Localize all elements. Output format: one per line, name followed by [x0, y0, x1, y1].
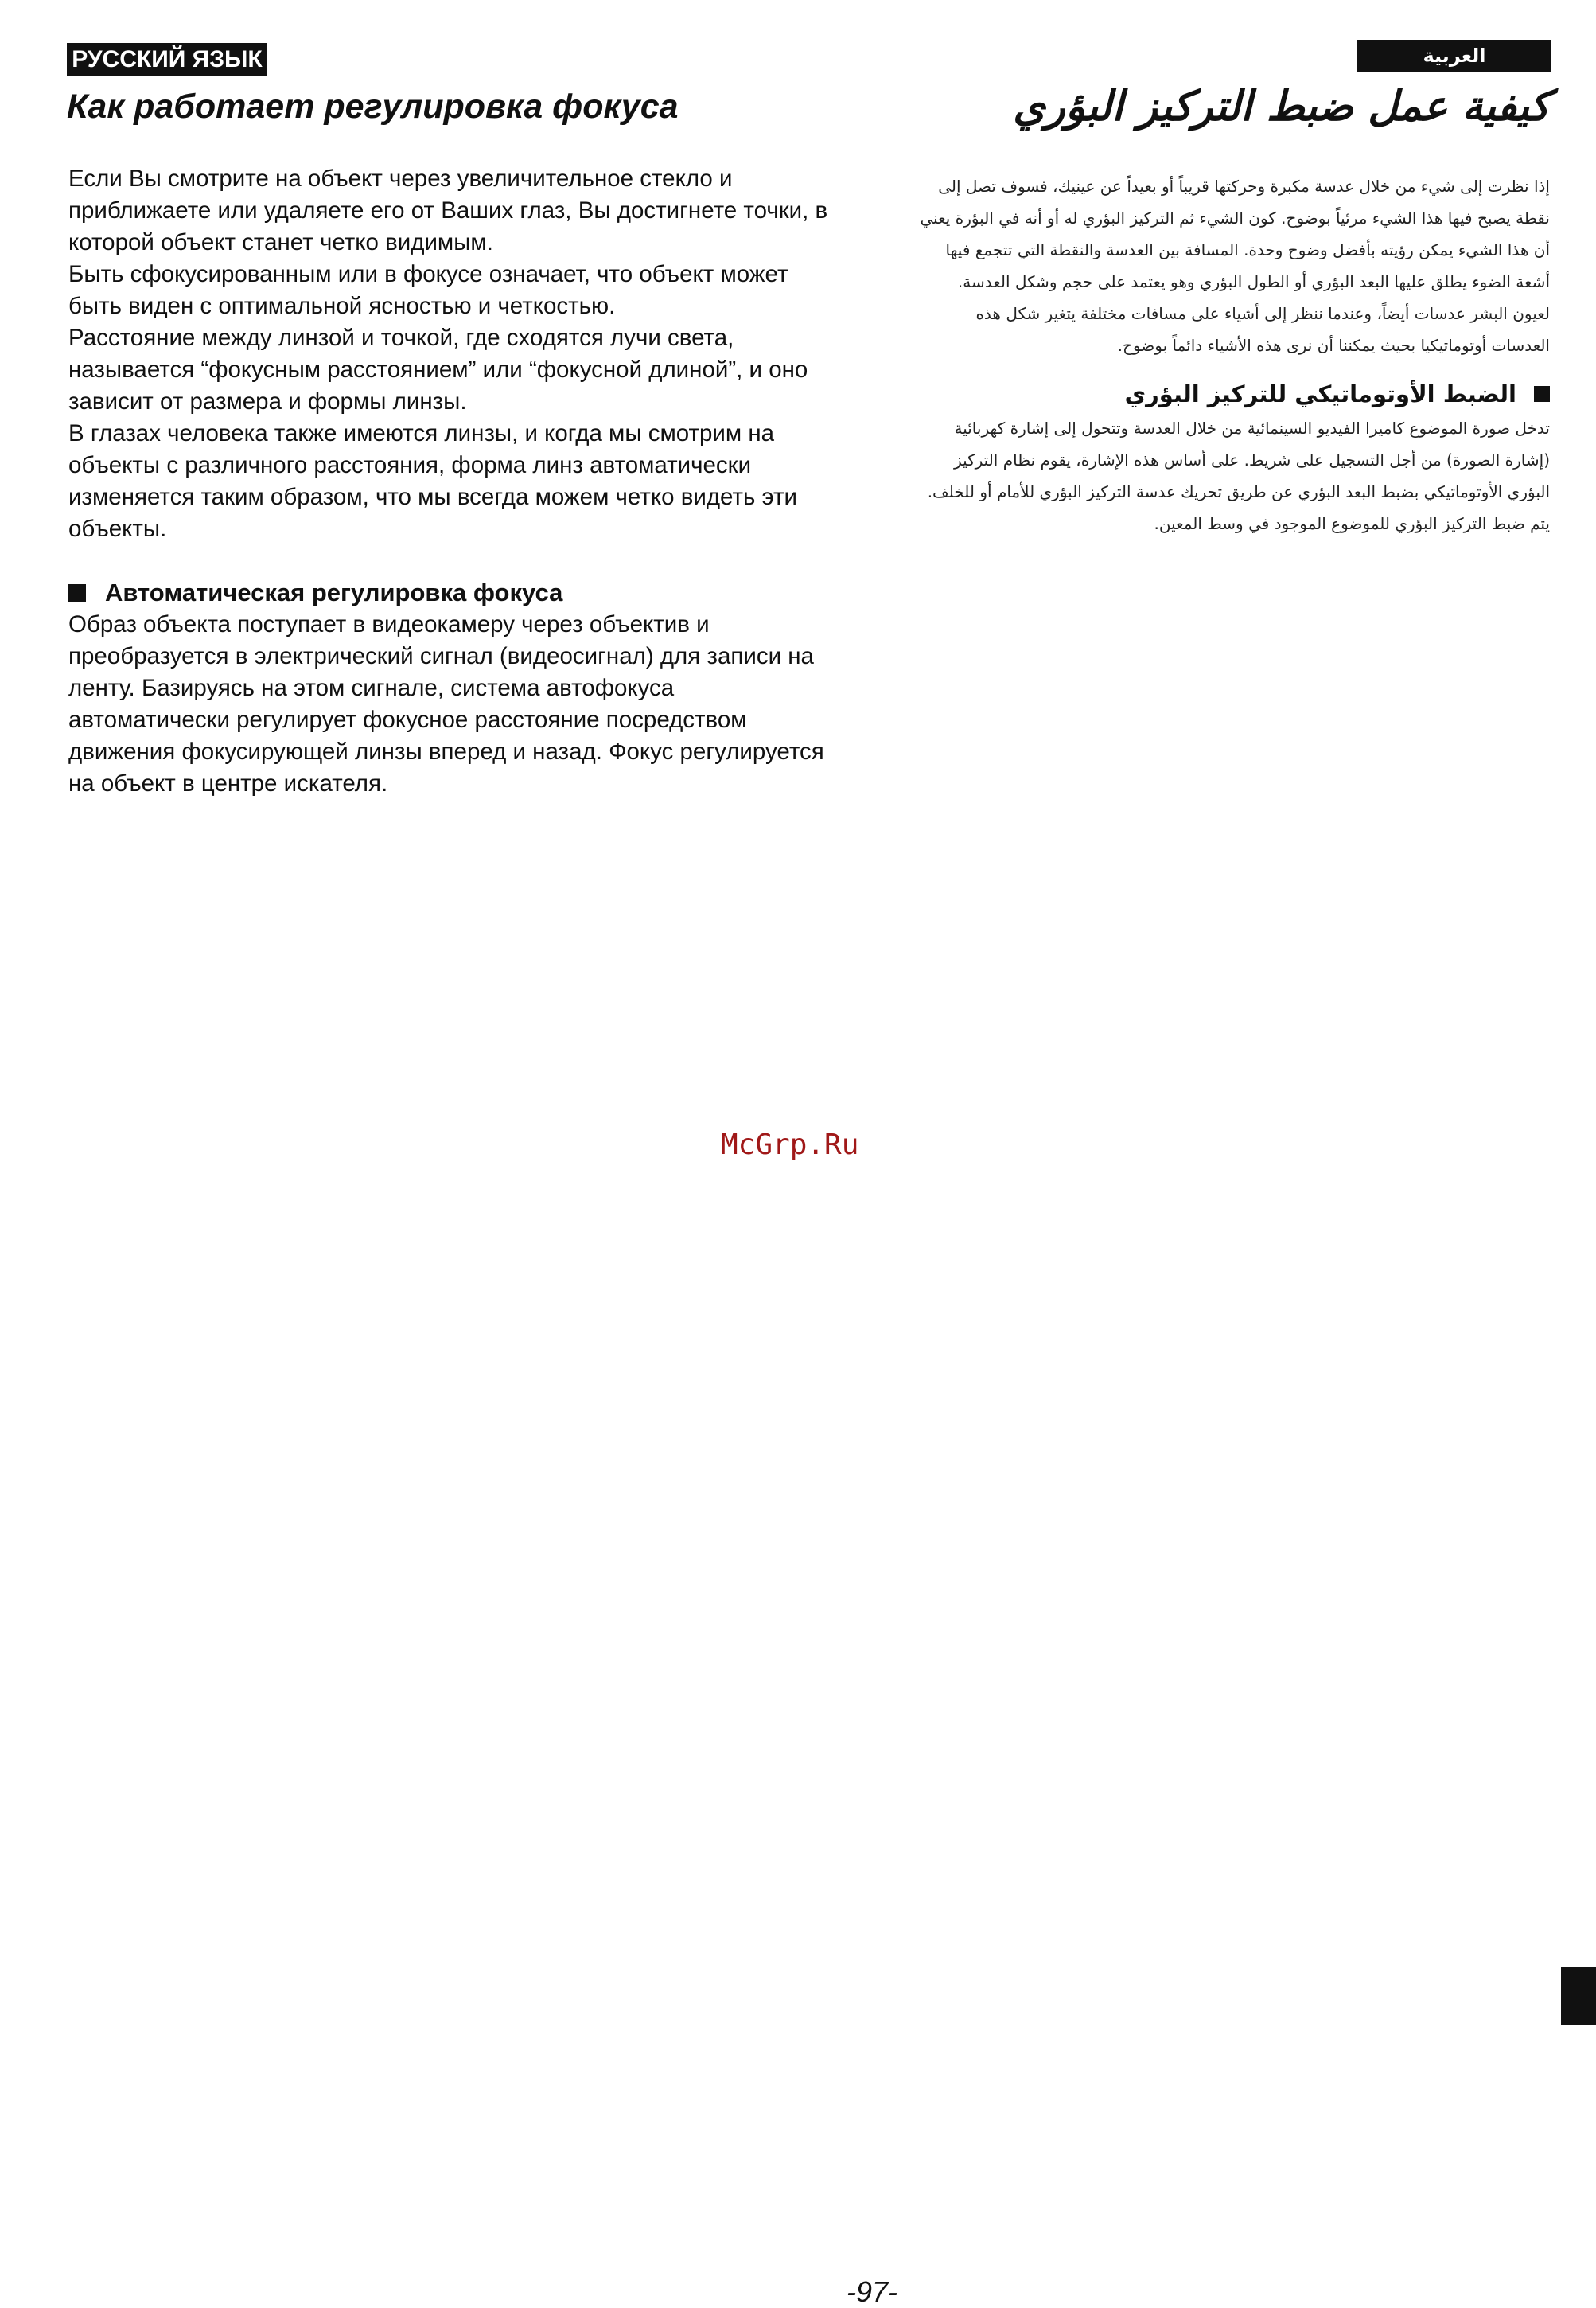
page-title-russian: Как работает регулировка фокуса [67, 88, 679, 126]
section-heading-russian [68, 577, 832, 609]
paragraph: إذا نظرت إلى شيء من خلال عدسة مكبرة وحركتها قريباً أو بعيداً عن عينيك، فسوف تصل إلى نقطة يصبح فيها هذا الشيء مرئياً بوضوح. كون الشيء ثم التركيز البؤري له أو أنه في البؤرة يعني أن هذا الشيء يمكن رؤيته بأفضل وضوح وحدة. المسافة بين العدسة والنقطة التي تتجمع فيها أشعة الضوء يطلق عليها البعد البؤري أو الطول البؤري وهو يعتمد على حجم وشكل العدسة. [920, 177, 1550, 291]
section-heading-arabic [913, 376, 1550, 412]
section-body: تدخل صورة الموضوع كاميرا الفيديو السينمائية من خلال العدسة وتتحول إلى إشارة كهربائية (إشارة الصورة) من أجل التسجيل على شريط. على أساس هذه الإشارة، يقوم نظام التركيز البؤري الأوتوماتيكي بضبط البعد البؤري عن طريق تحريك عدسة التركيز البؤري للأمام أو للخلف. [927, 419, 1550, 501]
square-bullet-icon [1534, 386, 1550, 402]
square-bullet-icon [68, 584, 86, 602]
page-number: -97- [847, 2275, 898, 2308]
paragraph: Быть сфокусированным или в фокусе означает, что объект может быть виден с оптимальной ясностью и четкостью. [68, 261, 788, 319]
paragraph: Если Вы смотрите на объект через увеличительное стекло и приближаете или удаляете его от Ваших глаз, Вы достигнете точки, в которой объект станет четко видимым. [68, 166, 828, 255]
paragraph: В глазах человека также имеются линзы, и когда мы смотрим на объекты с различного расстояния, форма линз автоматически изменяется таким образом, что мы всегда можем четко видеть эти объекты. [68, 420, 797, 542]
language-tab-russian-label: РУССКИЙ ЯЗЫК [72, 46, 263, 72]
watermark: McGrp.Ru [721, 1129, 859, 1161]
page-title-arabic: كيفية عمل ضبط التركيز البؤري [1013, 83, 1550, 131]
russian-column [68, 163, 832, 800]
arabic-column [913, 170, 1550, 540]
language-tab-russian [67, 43, 267, 76]
language-tab-arabic [1357, 40, 1551, 72]
paragraph: لعيون البشر عدسات أيضاً، وعندما ننظر إلى أشياء على مسافات مختلفة يتغير شكل هذه العدسات أوتوماتيكيا بحيث يمكننا أن نرى هذه الأشياء دائماً بوضوح. [975, 304, 1550, 355]
section-heading-text: الضبط الأوتوماتيكي للتركيز البؤري [1124, 380, 1516, 407]
section-body: يتم ضبط التركيز البؤري للموضوع الموجود في وسط المعين. [1154, 514, 1550, 533]
language-tab-arabic-label: العربية [1423, 45, 1486, 67]
section-body: Образ объекта поступает в видеокамеру через объектив и преобразуется в электрический сигнал (видеосигнал) для записи на ленту. Базируясь на этом сигнале, система автофокуса автоматически регулирует фокусное расстояние посредством движения фокусирующей линзы вперед и назад. Фокус регулируется на объект в центре искателя. [68, 611, 824, 797]
section-heading-text: Автоматическая регулировка фокуса [105, 579, 563, 606]
paragraph: Расстояние между линзой и точкой, где сходятся лучи света, называется “фокусным расстоянием” или “фокусной длиной”, и оно зависит от размера и формы линзы. [68, 325, 808, 415]
side-thumb-tab [1561, 1967, 1596, 2025]
